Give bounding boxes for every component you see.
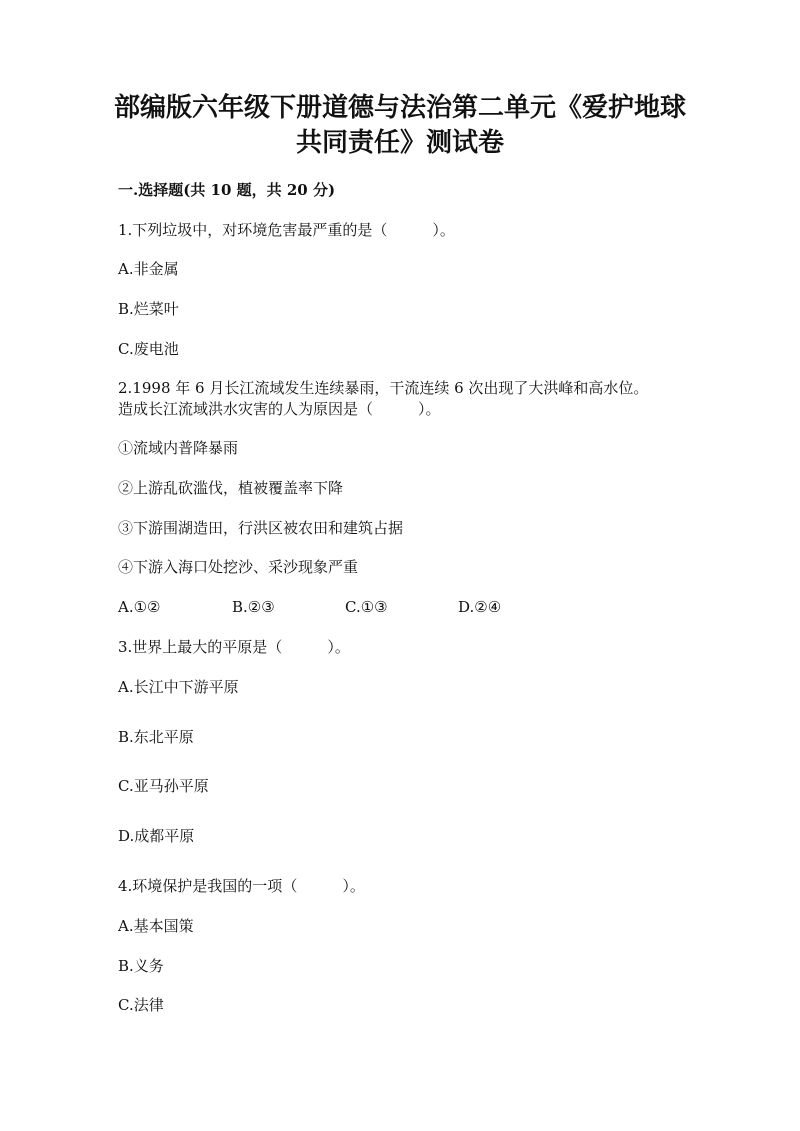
question-2-option-d: D.②④: [458, 598, 502, 616]
question-2-statement-3: ③下游围湖造田，行洪区被农田和建筑占据: [118, 519, 404, 537]
page-title-line-2: 共同责任》测试卷: [295, 128, 504, 158]
question-4-option-b: B.义务: [118, 957, 164, 975]
question-4-option-a: A.基本国策: [118, 917, 194, 935]
question-4-stem: 4.环境保护是我国的一项（ ）。: [118, 877, 365, 895]
question-2-option-c: C.①③: [345, 598, 388, 616]
question-1-option-a: A.非金属: [118, 260, 179, 278]
question-3-stem: 3.世界上最大的平原是（ ）。: [118, 638, 350, 656]
question-2-stem-line-1: 2.1998 年 6 月长江流域发生连续暴雨，干流连续 6 次出现了大洪峰和高水位。: [118, 379, 649, 397]
page-title-line-1: 部编版六年级下册道德与法治第二单元《爱护地球: [113, 93, 686, 123]
question-4-option-c: C.法律: [118, 996, 164, 1014]
question-1-stem: 1.下列垃圾中，对环境危害最严重的是（ ）。: [118, 221, 455, 239]
question-2-statement-1: ①流域内普降暴雨: [118, 439, 239, 457]
question-2-option-a: A.①②: [118, 598, 161, 616]
question-3-option-b: B.东北平原: [118, 728, 194, 746]
question-1-option-c: C.废电池: [118, 340, 179, 358]
question-2-statement-2: ②上游乱砍滥伐，植被覆盖率下降: [118, 479, 344, 497]
question-2-statement-4: ④下游入海口处挖沙、采沙现象严重: [118, 558, 359, 576]
question-3-option-a: A.长江中下游平原: [118, 678, 239, 696]
question-2-option-b: B.②③: [232, 598, 275, 616]
section-heading: 一.选择题(共 10 题，共 20 分): [118, 181, 336, 199]
question-2-stem-line-2: 造成长江流域洪水灾害的人为原因是（ ）。: [118, 400, 441, 418]
question-3-option-c: C.亚马孙平原: [118, 777, 209, 795]
question-3-option-d: D.成都平原: [118, 827, 195, 845]
question-1-option-b: B.烂菜叶: [118, 300, 179, 318]
